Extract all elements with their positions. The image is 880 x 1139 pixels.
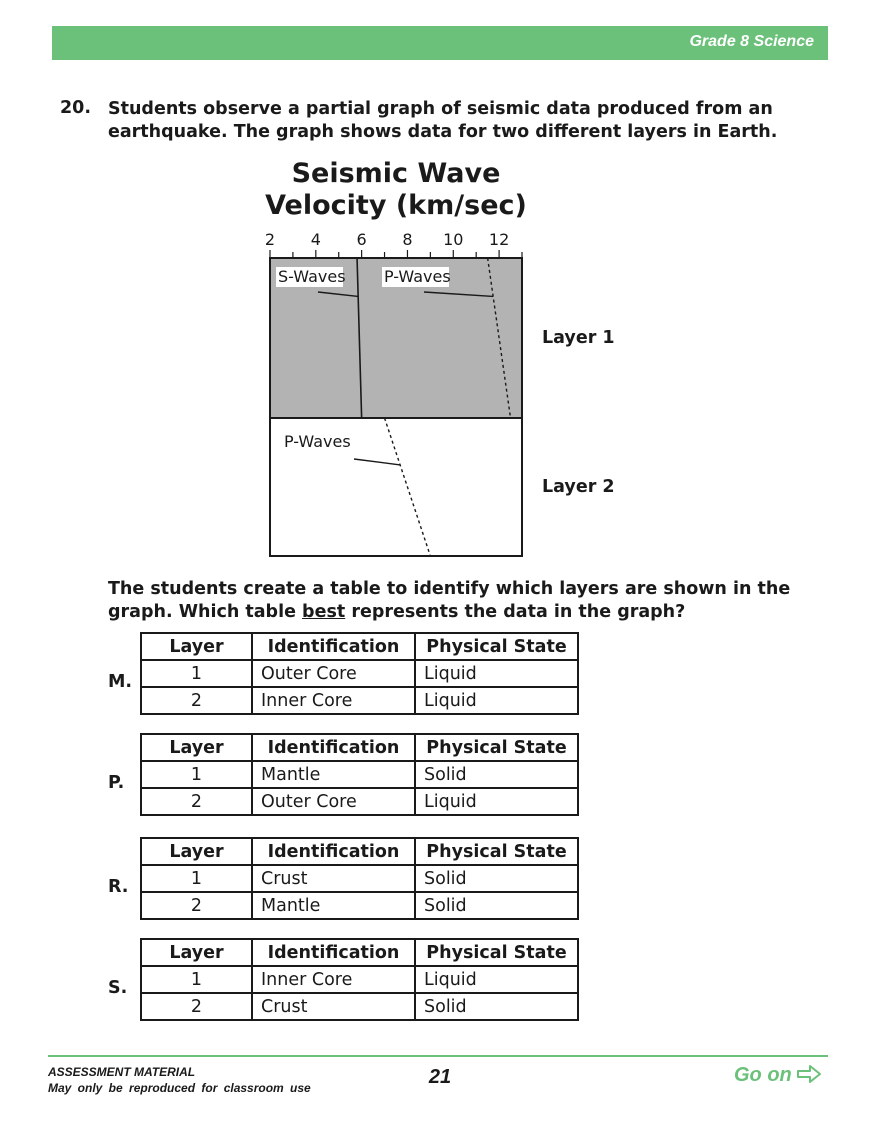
question-number: 20.: [60, 98, 92, 118]
header-identification: Identification: [252, 734, 415, 761]
series-label: S-Waves: [278, 267, 346, 286]
cell-layer: 1: [141, 660, 252, 687]
cell-physical-state: Liquid: [415, 687, 578, 714]
cell-identification: Mantle: [252, 761, 415, 788]
cell-layer: 2: [141, 892, 252, 919]
footer-line1: ASSESSMENT MATERIAL: [48, 1065, 196, 1079]
table-row: [141, 687, 578, 714]
option-m-table[interactable]: [140, 632, 579, 715]
cell-physical-state: Solid: [415, 993, 578, 1020]
go-on-link[interactable]: [734, 1064, 822, 1087]
cell-physical-state: Solid: [415, 892, 578, 919]
table-row: [141, 788, 578, 815]
prompt-text: [108, 578, 808, 624]
cell-physical-state: Liquid: [415, 788, 578, 815]
prompt-before: The students create a table to identify which layers are shown in the graph. Which table: [108, 579, 791, 622]
tick-label: 10: [443, 230, 464, 249]
cell-identification: Outer Core: [252, 788, 415, 815]
chart-title-line2: Velocity (km/sec): [265, 190, 527, 221]
cell-identification: Crust: [252, 993, 415, 1020]
chart-title-line1: Seismic Wave: [291, 158, 501, 189]
tick-label: 2: [264, 230, 276, 249]
seismic-chart: [250, 225, 550, 565]
cell-layer: 2: [141, 993, 252, 1020]
series-label: P-Waves: [384, 267, 451, 286]
series-label: P-Waves: [284, 432, 351, 451]
prompt-after: represents the data in the graph?: [345, 602, 686, 622]
footer-divider: [48, 1055, 828, 1057]
option-m-letter[interactable]: M.: [108, 672, 133, 692]
header-physical-state: Physical State: [415, 939, 578, 966]
header-bar: [52, 26, 828, 60]
header-layer: Layer: [141, 939, 252, 966]
cell-layer: 2: [141, 687, 252, 714]
layer1-label: Layer 1: [542, 328, 615, 348]
option-p-letter[interactable]: P.: [108, 773, 125, 793]
cell-physical-state: Solid: [415, 761, 578, 788]
option-s-letter[interactable]: S.: [108, 978, 128, 998]
cell-identification: Crust: [252, 865, 415, 892]
prompt-emphasis: best: [302, 602, 346, 622]
cell-layer: 2: [141, 788, 252, 815]
subject-label: Grade 8 Science: [689, 33, 814, 50]
table-row: [141, 892, 578, 919]
footer-notice: [48, 1064, 311, 1096]
option-r-letter[interactable]: R.: [108, 877, 129, 897]
header-identification: Identification: [252, 838, 415, 865]
table-row: [141, 966, 578, 993]
cell-layer: 1: [141, 865, 252, 892]
header-physical-state: Physical State: [415, 734, 578, 761]
table-row: [141, 865, 578, 892]
option-p-table[interactable]: [140, 733, 579, 816]
cell-physical-state: Liquid: [415, 660, 578, 687]
header-layer: Layer: [141, 734, 252, 761]
cell-identification: Inner Core: [252, 687, 415, 714]
tick-label: 12: [488, 230, 510, 249]
cell-identification: Inner Core: [252, 966, 415, 993]
x-axis-ticks: [265, 230, 522, 258]
table-row: [141, 761, 578, 788]
arrow-right-icon: [796, 1064, 822, 1084]
page-number: 21: [428, 1066, 452, 1088]
cell-identification: Outer Core: [252, 660, 415, 687]
cell-physical-state: Liquid: [415, 966, 578, 993]
option-s-table[interactable]: [140, 938, 579, 1021]
tick-label: 8: [402, 230, 413, 249]
footer-line2: May only be reproduced for classroom use: [48, 1081, 311, 1095]
header-layer: Layer: [141, 633, 252, 660]
layer2-label: Layer 2: [542, 477, 615, 497]
chart-title: [240, 158, 552, 222]
header-identification: Identification: [252, 939, 415, 966]
option-r-table[interactable]: [140, 837, 579, 920]
cell-layer: 1: [141, 761, 252, 788]
go-on-label: Go on: [734, 1064, 792, 1086]
question-text: Students observe a partial graph of seismic data produced from an earthquake. The graph shows data for two different layers in Earth.: [108, 99, 778, 142]
cell-identification: Mantle: [252, 892, 415, 919]
table-row: [141, 660, 578, 687]
cell-physical-state: Solid: [415, 865, 578, 892]
header-layer: Layer: [141, 838, 252, 865]
tick-label: 4: [310, 230, 321, 249]
tick-label: 6: [356, 230, 367, 249]
cell-layer: 1: [141, 966, 252, 993]
table-row: [141, 993, 578, 1020]
header-identification: Identification: [252, 633, 415, 660]
header-physical-state: Physical State: [415, 838, 578, 865]
header-physical-state: Physical State: [415, 633, 578, 660]
